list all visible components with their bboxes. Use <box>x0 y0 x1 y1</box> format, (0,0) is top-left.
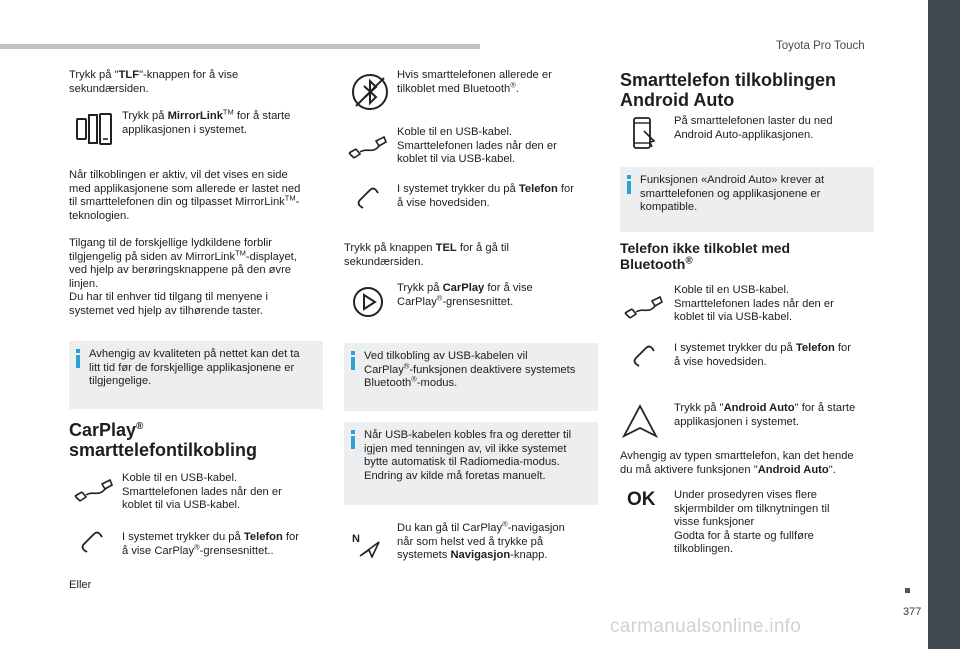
info-icon <box>75 349 81 368</box>
carplay-instruction: Trykk på CarPlay for å vise CarPlay®-grensesnittet. <box>397 282 533 308</box>
info-icon <box>350 351 356 370</box>
page-number: 377 <box>903 606 922 618</box>
info-icon <box>350 430 356 449</box>
android-auto-heading: Smarttelefon tilkoblingen Android Auto <box>620 70 837 110</box>
info-box-usb-bluetooth: Ved tilkobling av USB-kabelen vil CarPlay®-funksjonen deaktivere systemets Bluetooth®-modus. <box>344 343 598 411</box>
android-auto-icon <box>622 404 658 438</box>
phone-handset-icon <box>356 186 380 210</box>
header-rule <box>0 44 480 49</box>
paragraph-activate-android: Avhengig av typen smarttelefon, kan det hende du må aktivere funksjonen "Android Auto". <box>620 450 854 476</box>
telefon-carplay-instruction: I systemet trykker du på Telefon for å vise CarPlay®-grensesnittet.. <box>122 531 299 557</box>
usb-instruction: Koble til en USB-kabel. Smarttelefonen lades når den er koblet til via USB-kabel. <box>122 472 282 511</box>
svg-text:N: N <box>352 533 360 545</box>
paragraph-tel: Trykk på knappen TEL for å gå til sekundærsiden. <box>344 242 509 268</box>
usb-instruction-2: Koble til en USB-kabel. Smarttelefonen lades når den er koblet til via USB-kabel. <box>397 126 557 165</box>
no-bluetooth-heading: Telefon ikke tilkoblet med Bluetooth® <box>620 240 791 272</box>
usb-cable-icon <box>622 293 664 321</box>
paragraph-audio-sources: Tilgang til de forskjellige lydkildene forblir tilgjengelig på siden av MirrorLink™-displayet, ved hjelp av berøringsknappene på den øvre linjen. Du har til enhver tid tilgang til menyene i systemet ved hjelp av tilhørende taster. <box>69 237 297 317</box>
paragraph-active-connection: Når tilkoblingen er aktiv, vil det vises en side med applikasjonene som allerede er lastet ned til smarttelefonen din og tilpasset MirrorLink™- teknologien. <box>69 169 301 222</box>
android-auto-instruction: Trykk på "Android Auto" for å starte applikasjonen i systemet. <box>674 402 856 428</box>
carplay-heading: CarPlay® smarttelefontilkobling <box>69 420 258 460</box>
page-edge-bar <box>928 0 960 649</box>
telefon-home-instruction: I systemet trykker du på Telefon for å vise hovedsiden. <box>397 183 574 209</box>
bluetooth-icon <box>350 72 390 112</box>
navigation-icon <box>352 532 382 558</box>
bluetooth-instruction: Hvis smarttelefonen allerede er tilkoblet med Bluetooth®. <box>397 69 552 95</box>
phone-handset-icon <box>632 344 656 368</box>
info-icon <box>626 175 632 194</box>
android-app-instruction: På smarttelefonen laster du ned Android Auto-applikasjonen. <box>674 115 833 141</box>
info-box-android-compat: Funksjonen «Android Auto» krever at smarttelefonen og applikasjonene er kompatible. <box>620 167 874 232</box>
mirrorlink-instruction: Trykk på MirrorLink™ for å starte applikasjonen i systemet. <box>122 107 291 136</box>
carplay-play-icon <box>352 286 384 318</box>
navigation-instruction: Du kan gå til CarPlay®-navigasjon når som helst ved å trykke på systemets Navigasjon-knapp. <box>397 519 565 561</box>
info-box-usb-disconnect: Når USB-kabelen kobles fra og deretter til igjen med tenningen av, vil ikke systemet bytte automatisk til Radiomedia-modus. Endring av kilde må foretas manuelt. <box>344 422 598 505</box>
ok-instruction: Under prosedyren vises flere skjermbilder om tilknytningen til visse funksjoner Godta for å starte og fullføre tilkoblingen. <box>674 489 830 555</box>
ok-icon: OK <box>627 489 656 510</box>
eller-text: Eller <box>69 579 92 591</box>
paragraph-tlf: Trykk på "TLF"-knappen for å vise sekundærsiden. <box>69 69 239 95</box>
smartphone-app-icon <box>630 117 658 151</box>
usb-instruction-3: Koble til en USB-kabel. Smarttelefonen lades når den er koblet til via USB-kabel. <box>674 284 834 323</box>
continuation-marker <box>905 588 910 593</box>
mirrorlink-icon <box>76 113 112 145</box>
watermark: carmanualsonline.info <box>610 616 802 637</box>
phone-handset-icon <box>80 530 104 554</box>
header-title: Toyota Pro Touch <box>776 40 865 52</box>
telefon-home-instruction-2: I systemet trykker du på Telefon for å vise hovedsiden. <box>674 342 851 368</box>
usb-cable-icon <box>346 133 388 161</box>
info-box-network: Avhengig av kvaliteten på nettet kan det ta litt tid før de forskjellige applikasjonene er tilgjengelige. <box>69 341 323 409</box>
usb-cable-icon <box>72 476 114 504</box>
